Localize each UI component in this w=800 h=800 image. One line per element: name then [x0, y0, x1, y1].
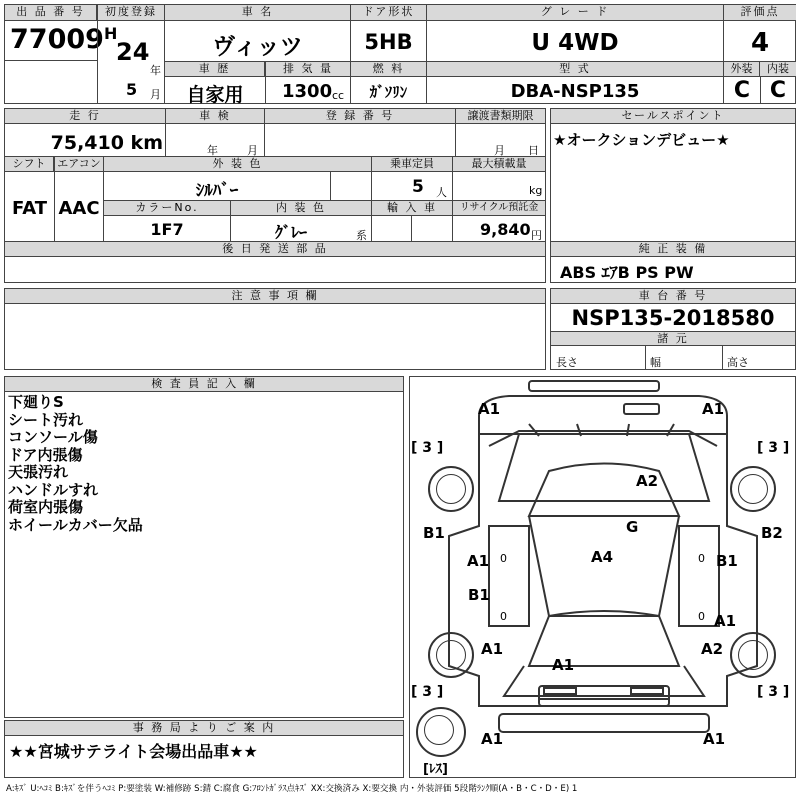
- door-label: ドア形状: [351, 5, 426, 21]
- chassis-number: NSP135-2018580: [571, 306, 775, 330]
- office-label: 事 務 局 よ り ご 案 内: [5, 721, 403, 736]
- notes-label: 注 意 事 項 欄: [5, 289, 545, 304]
- inspection-year: 年: [207, 144, 218, 157]
- reg-month-unit: 月: [150, 88, 161, 101]
- color-no: 1F7: [150, 220, 184, 239]
- shift: FAT: [11, 198, 48, 219]
- transfer-month: 月: [494, 144, 505, 157]
- lot-no: 77009: [10, 24, 104, 55]
- mark-door-right-front: B1: [716, 552, 738, 570]
- tire-rr: [ 3 ]: [757, 684, 790, 700]
- grade: U 4WD: [531, 30, 619, 56]
- tire-rl: [ 3 ]: [411, 684, 444, 700]
- fuel: ｶﾞｿﾘﾝ: [369, 83, 408, 101]
- sales-text: ★オークションデビュー★: [553, 131, 730, 149]
- inspector-note: ハンドルすれ: [8, 480, 99, 499]
- ext-color-label: 外 装 色: [104, 157, 371, 172]
- inspector-notes: [8, 394, 143, 534]
- int-color-label: 内 装 色: [231, 201, 371, 216]
- lot-no-label: 出 品 番 号: [5, 5, 97, 21]
- mark-zero: 0: [500, 552, 507, 565]
- score: 4: [750, 28, 770, 58]
- first-reg-label: 初度登録: [98, 5, 164, 21]
- displacement-label: 排 気 量: [266, 62, 350, 77]
- spare-tire-label: [ﾚｽ]: [423, 762, 448, 777]
- inspector-note: 天張汚れ: [8, 463, 69, 481]
- car-outline: [409, 376, 796, 778]
- inspector-note: 荷室内張傷: [8, 498, 84, 516]
- transfer-day: 日: [528, 144, 539, 157]
- door-type: 5HB: [364, 30, 413, 54]
- reg-year-unit: 年: [150, 64, 161, 77]
- mark-zero: 0: [698, 552, 705, 565]
- color-no-label: カラーNo.: [104, 201, 230, 216]
- equip-label: 純 正 装 備: [551, 242, 795, 257]
- reg-month: 5: [126, 80, 138, 99]
- mark-rear-left: A1: [481, 730, 504, 748]
- history: 自家用: [186, 84, 244, 106]
- inspection-month: 月: [247, 144, 258, 157]
- inspection-label: 車 検: [166, 109, 264, 124]
- inspector-note: 下廻りS: [8, 393, 64, 411]
- mark-zero: 0: [698, 610, 705, 623]
- int-score: C: [769, 78, 787, 103]
- mark-glass: G: [626, 518, 639, 536]
- mark-door-left-rear: B1: [468, 586, 490, 604]
- grade-label: グ レ ー ド: [427, 5, 723, 21]
- tire-fl: [ 3 ]: [411, 440, 444, 456]
- wheel-rl-icon: [428, 632, 474, 678]
- era: H: [104, 24, 118, 43]
- car-name-label: 車 名: [165, 5, 350, 21]
- ext-score: C: [733, 78, 751, 103]
- ext-color: ｼﾙﾊﾞｰ: [195, 181, 239, 201]
- reg-no-label: 登 録 番 号: [265, 109, 455, 124]
- mark-front-left: A1: [478, 400, 501, 418]
- wheel-fl-icon: [428, 466, 474, 512]
- chassis-label: 車 台 番 号: [551, 289, 795, 304]
- mark-front-right: A1: [702, 400, 725, 418]
- aircon: AAC: [58, 198, 100, 219]
- model-label: 型 式: [427, 62, 723, 77]
- mark-roof: A4: [591, 548, 614, 566]
- tire-fr: [ 3 ]: [757, 440, 790, 456]
- mark-zero: 0: [500, 610, 507, 623]
- ext-score-label: 外装: [724, 62, 760, 77]
- history-label: 車 歴: [165, 62, 265, 77]
- mark-side-right-front: B2: [761, 524, 783, 542]
- mark-quarter-right: A2: [701, 640, 724, 658]
- int-color: ｸﾞﾚｰ: [274, 223, 307, 242]
- legend: A:ｷｽﾞ U:ﾍｺﾐ B:ｷｽﾞを伴うﾍｺﾐ P:要塗装 W:補修跡 S:錆 C:腐食 G:ﾌﾛﾝﾄｶﾞﾗｽ点ｷｽﾞ XX:交換済み X:要交換 内・外装評価 5段階ﾗﾝｸ順(A・B・C・D・E) 1: [6, 784, 578, 794]
- recycle-label: リサイクル預託金: [453, 201, 545, 216]
- later-parts-label: 後 日 発 送 部 品: [5, 242, 545, 257]
- recycle: 9,840: [480, 220, 531, 239]
- spare-tire-icon: [416, 707, 466, 757]
- wheel-rr-icon: [730, 632, 776, 678]
- capacity-label: 乗車定員: [372, 157, 452, 172]
- model: DBA-NSP135: [510, 81, 640, 102]
- inspector-note: コンソール傷: [8, 428, 98, 446]
- width-label: 幅: [650, 356, 661, 369]
- capacity: 5: [412, 177, 424, 197]
- specs-label: 諸 元: [551, 331, 795, 346]
- mark-quarter-left: A1: [481, 640, 504, 658]
- inspector-note: ホイールカバー欠品: [8, 515, 143, 534]
- reg-year: 24: [116, 38, 150, 66]
- mileage-label: 走 行: [5, 109, 165, 124]
- sales-label: セールスポイント: [551, 109, 795, 124]
- fuel-label: 燃 料: [351, 62, 426, 77]
- mark-bonnet: A2: [636, 472, 659, 490]
- transfer-label: 譲渡書類期限: [456, 109, 545, 124]
- recycle-unit: 円: [531, 229, 542, 242]
- height-label: 高さ: [727, 356, 749, 369]
- mark-rear-right: A1: [703, 730, 726, 748]
- int-score-label: 内装: [760, 62, 796, 77]
- import-label: 輸 入 車: [372, 201, 452, 216]
- displacement: 1300: [282, 81, 333, 102]
- mark-side-left-front: B1: [423, 524, 445, 542]
- inspector-note: シート汚れ: [8, 410, 84, 429]
- equip: ABS ｴｱB PS PW: [560, 263, 694, 282]
- office-text: ★★宮城サテライト会場出品車★★: [9, 742, 258, 761]
- displacement-unit: cc: [332, 89, 345, 102]
- mileage: 75,410 km: [50, 132, 163, 154]
- aircon-label: エアコン: [55, 157, 103, 172]
- score-label: 評価点: [724, 5, 796, 21]
- car-name: ヴィッツ: [212, 34, 303, 60]
- wheel-fr-icon: [730, 466, 776, 512]
- mark-door-left-front: A1: [467, 552, 490, 570]
- mark-trunk: A1: [552, 656, 575, 674]
- max-load-unit: kg: [529, 184, 543, 197]
- shift-label: シフト: [5, 157, 54, 172]
- max-load-label: 最大積載量: [453, 157, 545, 172]
- length-label: 長さ: [556, 356, 578, 369]
- int-color-unit: 系: [356, 229, 367, 242]
- inspector-label: 検 査 員 記 入 欄: [5, 377, 403, 392]
- capacity-unit: 人: [436, 186, 447, 199]
- inspector-note: ドア内張傷: [8, 445, 83, 464]
- mark-door-right-rear: A1: [714, 612, 737, 630]
